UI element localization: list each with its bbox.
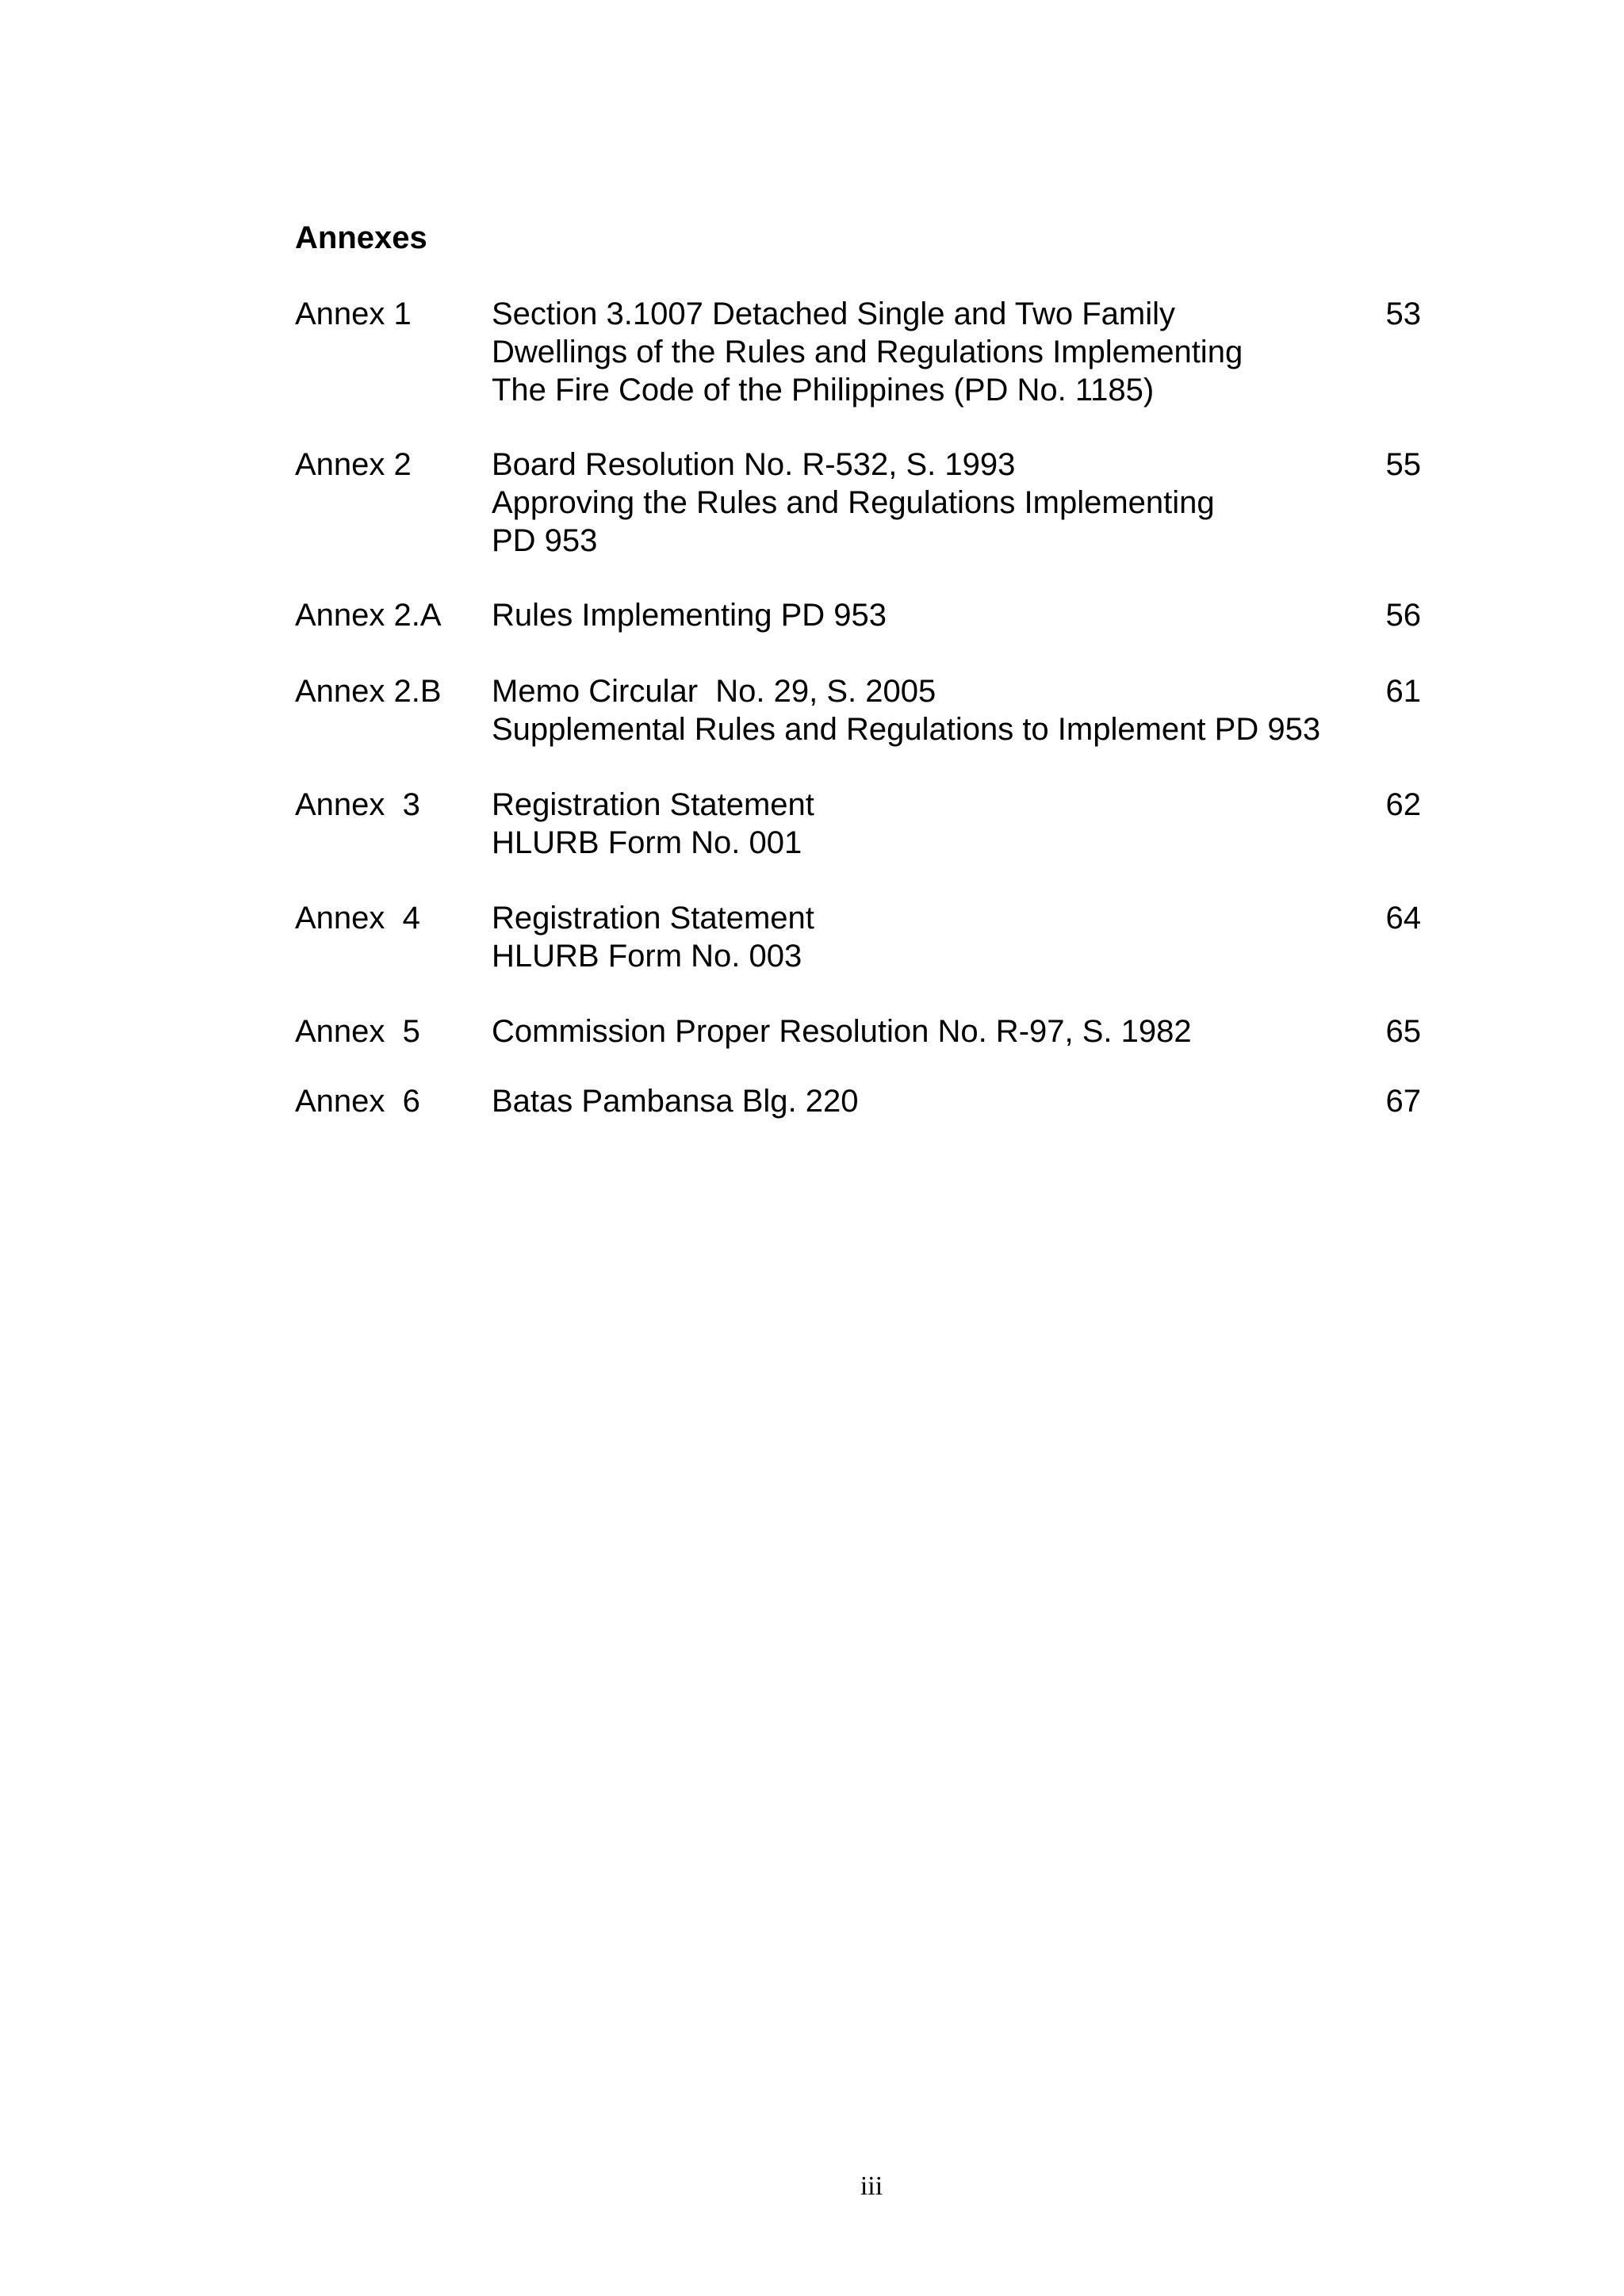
annex-entry-1 <box>295 295 1421 446</box>
page-folio: iii <box>860 2172 883 2201</box>
annex-entry-6 <box>295 1082 1421 1130</box>
annex-page-number: 62 <box>1385 787 1421 822</box>
annex-label: Annex 4 <box>295 901 420 936</box>
annex-title-line: Commission Proper Resolution No. R-97, S. 1982 <box>492 1014 1192 1049</box>
annex-label: Annex 6 <box>295 1084 420 1119</box>
annex-title <box>492 1082 1364 1120</box>
annex-title-line: Rules Implementing PD 953 <box>492 598 887 633</box>
annex-entry-3 <box>295 786 1421 899</box>
annex-entry-2a <box>295 596 1421 672</box>
annex-title <box>492 786 1364 862</box>
annex-page-number: 67 <box>1385 1084 1421 1119</box>
annex-title-line: Memo Circular No. 29, S. 2005 <box>492 674 936 709</box>
annex-page-number: 64 <box>1385 901 1421 936</box>
annex-page-number: 61 <box>1385 674 1421 709</box>
annex-title-line: Registration Statement <box>492 901 814 936</box>
annex-title-line: The Fire Code of the Philippines (PD No. 1185) <box>492 373 1155 408</box>
annex-title-line: Dwellings of the Rules and Regulations Implementing <box>492 335 1243 369</box>
annex-title-line: Section 3.1007 Detached Single and Two Family <box>492 297 1176 331</box>
annex-page-number: 55 <box>1385 447 1421 482</box>
annex-title-line: HLURB Form No. 001 <box>492 825 802 860</box>
annex-label: Annex 3 <box>295 787 420 822</box>
annex-list <box>295 295 1421 1130</box>
annex-title-line: PD 953 <box>492 523 598 558</box>
annex-title <box>492 899 1364 975</box>
annexes-heading: Annexes <box>295 220 427 255</box>
annex-entry-2b <box>295 672 1421 786</box>
annex-label: Annex 2 <box>295 447 412 482</box>
annex-title-line: Board Resolution No. R-532, S. 1993 <box>492 447 1016 482</box>
annex-label: Annex 2.B <box>295 674 442 709</box>
annex-title <box>492 446 1364 560</box>
annex-title <box>492 1012 1364 1050</box>
annex-title-line: Batas Pambansa Blg. 220 <box>492 1084 859 1119</box>
annex-title-line: Approving the Rules and Regulations Implementing <box>492 485 1215 520</box>
annex-title-line: Supplemental Rules and Regulations to Implement PD 953 <box>492 712 1321 747</box>
annex-label: Annex 1 <box>295 297 412 331</box>
annex-title-line: Registration Statement <box>492 787 814 822</box>
annex-title <box>492 295 1364 409</box>
annex-entry-4 <box>295 899 1421 1012</box>
annex-label: Annex 2.A <box>295 598 442 633</box>
annex-label: Annex 5 <box>295 1014 420 1049</box>
annex-page-number: 65 <box>1385 1014 1421 1049</box>
annex-entry-2 <box>295 446 1421 596</box>
annex-page-number: 56 <box>1385 598 1421 633</box>
annex-title <box>492 596 1364 634</box>
annex-title <box>492 672 1364 748</box>
annex-entry-5 <box>295 1012 1421 1082</box>
annex-page-number: 53 <box>1385 297 1421 331</box>
annex-title-line: HLURB Form No. 003 <box>492 939 802 974</box>
